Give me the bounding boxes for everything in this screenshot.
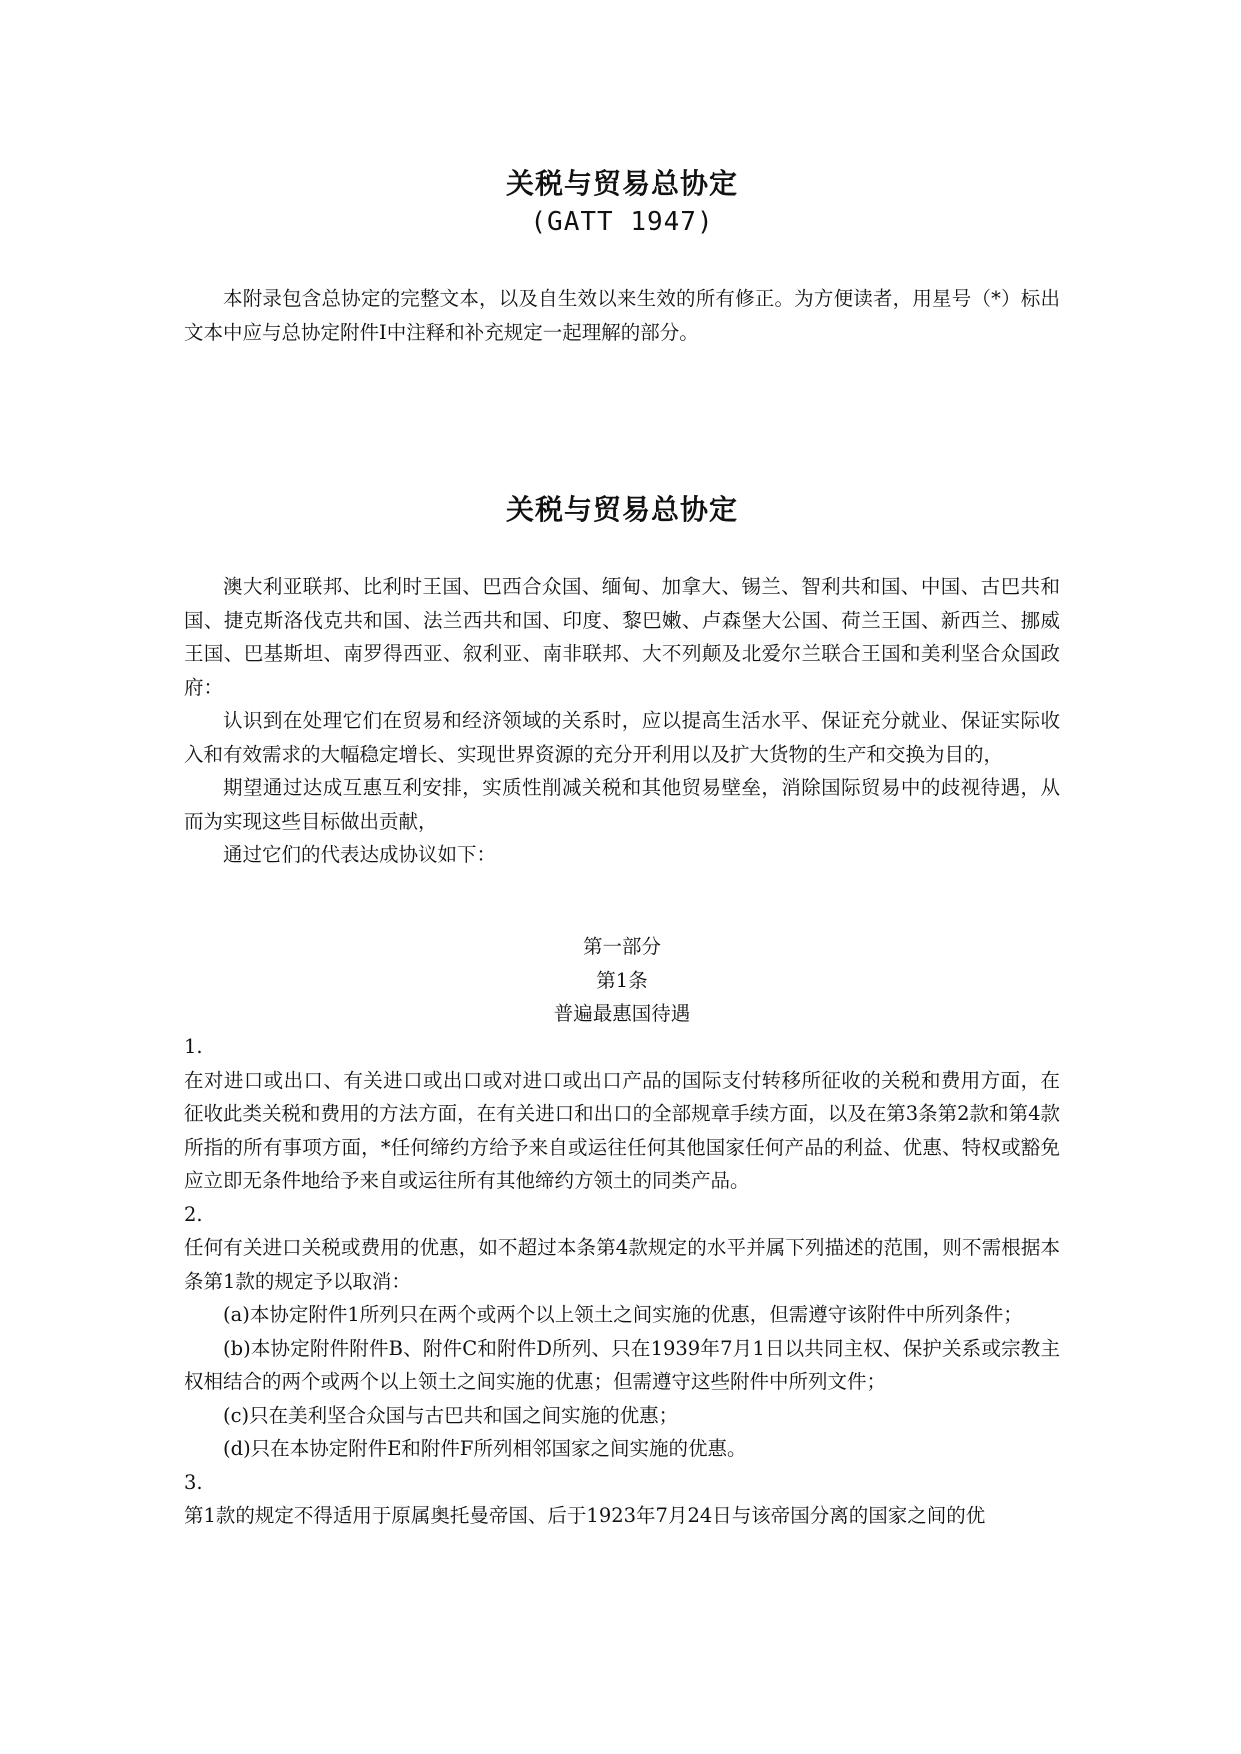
article-1-body (184, 1030, 1060, 1533)
intro-block (184, 282, 1060, 349)
paragraph-text: 第1款的规定不得适用于原属奥托曼帝国、后于1923年7月24日与该帝国分离的国家之间的优 (184, 1504, 986, 1527)
preamble-paragraph: 澳大利亚联邦、比利时王国、巴西合众国、缅甸、加拿大、锡兰、智利共和国、中国、古巴共和国、捷克斯洛伐克共和国、法兰西共和国、印度、黎巴嫩、卢森堡大公国、荷兰王国、新西兰、挪威王国、巴基斯坦、南罗得西亚、叙利亚、南非联邦、大不列颠及北爱尔兰联合王国和美利坚合众国政府： (184, 575, 1060, 699)
list-item: (b)本协定附件附件B、附件C和附件D所列、只在1939年7月1日以共同主权、保护关系或宗教主权相结合的两个或两个以上领土之间实施的优惠；但需遵守这些附件中所列文件； (184, 1336, 1060, 1393)
document-subtitle: (GATT 1947) (530, 207, 714, 237)
article-title: 普遍最惠国待遇 (553, 1002, 691, 1025)
paragraph-number: 1. (184, 1035, 203, 1058)
paragraph-text: 任何有关进口关税或费用的优惠，如不超过本条第4款规定的水平并属下列描述的范围，则不需根据本条第1款的规定予以取消： (184, 1236, 1060, 1293)
list-item: (d)只在本协定附件E和附件F所列相邻国家之间实施的优惠。 (223, 1437, 747, 1460)
list-item: (c)只在美利坚合众国与古巴共和国之间实施的优惠； (223, 1403, 679, 1427)
paragraph-number: 2. (184, 1202, 203, 1226)
preamble (184, 570, 1060, 872)
preamble-paragraph: 认识到在处理它们在贸易和经济领域的关系时，应以提高生活水平、保证充分就业、保证实际收入和有效需求的大幅稳定增长、实现世界资源的充分开利用以及扩大货物的生产和交换为目的， (184, 709, 1060, 766)
document-title: 关税与贸易总协定 (505, 167, 738, 200)
list-item: (a)本协定附件1所列只在两个或两个以上领土之间实施的优惠，但需遵守该附件中所列条件； (223, 1303, 1023, 1326)
article-heading: 第1条 (596, 968, 648, 992)
paragraph-number: 3. (184, 1470, 203, 1494)
agreement-title: 关税与贸易总协定 (505, 493, 738, 526)
preamble-paragraph: 期望通过达成互惠互利安排，实质性削减关税和其他贸易壁垒，消除国际贸易中的歧视待遇，从而为实现这些目标做出贡献， (184, 776, 1060, 833)
intro-paragraph: 本附录包含总协定的完整文本，以及自生效以来生效的所有修正。为方便读者，用星号（*）标出文本中应与总协定附件Ⅰ中注释和补充规定一起理解的部分。 (184, 287, 1060, 344)
part-heading: 第一部分 (582, 935, 661, 958)
part-headings (184, 930, 1060, 1031)
preamble-paragraph: 通过它们的代表达成协议如下： (223, 843, 497, 866)
paragraph-text: 在对进口或出口、有关进口或出口或对进口或出口产品的国际支付转移所征收的关税和费用方面，在征收此类关税和费用的方法方面，在有关进口和出口的全部规章手续方面，以及在第3条第2款和第4款所指的所有事项方面，*任何缔约方给予来自或运往任何其他国家任何产品的利益、优惠、特权或豁免应立即无条件地给予来自或运往所有其他缔约方领土的同类产品。 (184, 1068, 1060, 1192)
